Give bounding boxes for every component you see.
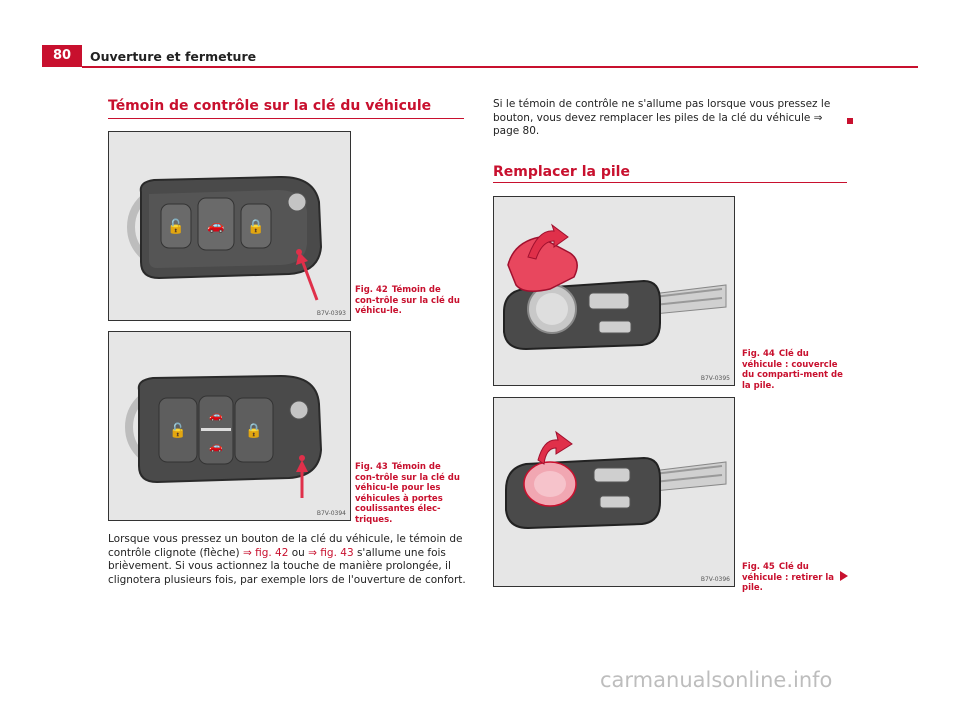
svg-text:🔒: 🔒 xyxy=(245,423,263,439)
chapter-title: Ouverture et fermeture xyxy=(90,49,257,64)
paragraph-indicator xyxy=(108,533,468,587)
figure-number: Fig. 45 xyxy=(742,562,775,572)
figure-code: B7V-0394 xyxy=(316,510,346,517)
figure-number: Fig. 43 xyxy=(355,462,388,472)
svg-text:🚗: 🚗 xyxy=(209,409,223,422)
caption-text: Clé du véhicule : couvercle du comparti-ment de la pile. xyxy=(742,349,843,391)
key-remove-battery-illustration xyxy=(494,398,734,586)
intro-paragraph: Si le témoin de contrôle ne s'allume pas lorsque vous pressez le bouton, vous devez remplacer les piles de la clé du véhicule ⇒ page 80. xyxy=(493,98,831,137)
figure-code: B7V-0395 xyxy=(700,375,730,382)
svg-text:🔓: 🔓 xyxy=(167,219,185,235)
caption-fig45 xyxy=(742,562,847,594)
figure-code: B7V-0396 xyxy=(700,576,730,583)
figure-42 xyxy=(108,131,351,321)
key-illustration-42 xyxy=(109,132,350,320)
continue-arrow-icon xyxy=(840,571,848,581)
svg-text:🚗: 🚗 xyxy=(209,440,223,453)
watermark: carmanualsonline.info xyxy=(600,668,833,692)
caption-text: Témoin de con-trôle sur la clé du véhicu-le pour les véhicules à portes coulissantes élec-triques. xyxy=(355,462,460,525)
paragraph-text: s'allume une fois brièvement. Si vous actionnez la touche de manière prolongée, il clignotera plusieurs fois, par exemple lors de l'ouverture de confort. xyxy=(108,546,466,586)
caption-fig43 xyxy=(355,462,460,525)
section-rule-right xyxy=(493,182,847,183)
svg-text:🚗: 🚗 xyxy=(207,218,225,234)
svg-text:🔒: 🔒 xyxy=(247,219,265,235)
figure-number: Fig. 42 xyxy=(355,285,388,295)
section-title-battery: Remplacer la pile xyxy=(493,164,630,180)
section-end-marker xyxy=(847,118,853,124)
section-title-indicator: Témoin de contrôle sur la clé du véhicule xyxy=(108,98,432,114)
figure-code: B7V-0393 xyxy=(316,310,346,317)
caption-text: Témoin de con-trôle sur la clé du véhicu-le. xyxy=(355,285,460,316)
svg-text:🔓: 🔓 xyxy=(169,423,187,439)
header-rule xyxy=(82,66,918,68)
page-number: 80 xyxy=(42,45,82,67)
figure-45 xyxy=(493,397,735,587)
caption-text: Clé du véhicule : retirer la pile. xyxy=(742,562,835,593)
figure-number: Fig. 44 xyxy=(742,349,775,359)
figure-44 xyxy=(493,196,735,386)
key-battery-cover-illustration xyxy=(494,197,734,385)
key-illustration-43 xyxy=(109,332,350,520)
link-fig42[interactable]: ⇒ fig. 42 xyxy=(242,546,289,559)
paragraph-text: Lorsque vous pressez un bouton de la clé du véhicule, le témoin de contrôle clignote (flèche) xyxy=(108,533,463,559)
paragraph-text: ou xyxy=(288,546,309,559)
section-rule-left xyxy=(108,118,464,119)
figure-43 xyxy=(108,331,351,521)
caption-fig44 xyxy=(742,349,847,391)
caption-fig42 xyxy=(355,285,460,317)
link-fig43[interactable]: ⇒ fig. 43 xyxy=(308,546,354,559)
